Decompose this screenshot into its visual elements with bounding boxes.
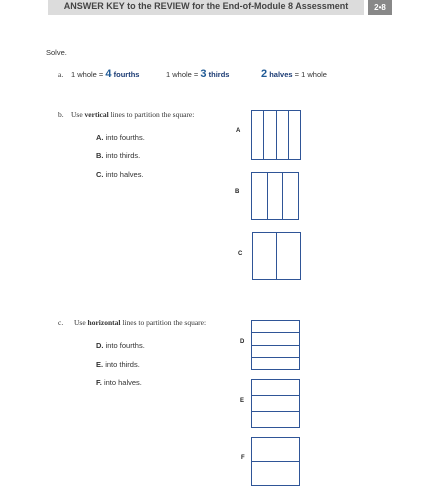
part-b-item-c-letter: C. bbox=[96, 170, 104, 179]
part-a-item-3-num: 2 bbox=[261, 68, 268, 80]
part-a-letter: a. bbox=[58, 70, 64, 79]
square-b-part bbox=[268, 173, 284, 219]
square-a-part bbox=[264, 111, 276, 159]
part-a-item-1-num: 4 bbox=[105, 68, 112, 80]
square-e-label: E bbox=[240, 398, 245, 404]
part-c-prompt-bold: horizontal bbox=[87, 318, 121, 327]
part-c-item-f bbox=[96, 378, 142, 387]
part-c-prompt-post: lines to partition the square: bbox=[120, 318, 207, 327]
part-c-item-f-text: into halves. bbox=[103, 378, 142, 387]
part-b-item-b-letter: B. bbox=[96, 151, 104, 160]
instruction: Solve. bbox=[46, 48, 67, 57]
part-a-item-3-post: = 1 whole bbox=[292, 70, 327, 79]
square-c-part bbox=[253, 233, 277, 279]
part-c-letter: c. bbox=[58, 318, 64, 327]
part-b-prompt-bold: vertical bbox=[84, 110, 109, 119]
square-b-part bbox=[252, 173, 268, 219]
part-c-prompt bbox=[74, 318, 206, 327]
square-f-part bbox=[252, 462, 299, 485]
square-f-halves bbox=[251, 437, 300, 486]
part-a-item-1-pre: 1 whole = bbox=[71, 70, 106, 79]
part-b-item-b bbox=[96, 151, 140, 160]
square-a-fourths bbox=[251, 110, 301, 160]
part-b-item-b-text: into thirds. bbox=[105, 151, 141, 160]
square-e-part bbox=[252, 396, 299, 412]
part-a-item-1-unit: fourths bbox=[113, 70, 140, 79]
part-a-item-1 bbox=[71, 68, 139, 80]
square-b-part bbox=[283, 173, 298, 219]
part-c-item-d-letter: D. bbox=[96, 341, 104, 350]
part-c-item-d-text: into fourths. bbox=[105, 341, 145, 350]
part-b-item-a-text: into fourths. bbox=[105, 133, 145, 142]
part-b-item-a-letter: A. bbox=[96, 133, 104, 142]
part-c-item-e-text: into thirds. bbox=[105, 360, 140, 369]
square-d-part bbox=[252, 358, 299, 369]
square-b-label: B bbox=[235, 189, 240, 195]
square-b-thirds bbox=[251, 172, 299, 220]
square-c-label: C bbox=[238, 251, 243, 257]
square-d-part bbox=[252, 346, 299, 358]
square-c-part bbox=[277, 233, 300, 279]
part-c-item-f-letter: F. bbox=[96, 378, 102, 387]
part-a-item-3 bbox=[261, 68, 327, 80]
part-a-item-2-pre: 1 whole = bbox=[166, 70, 201, 79]
part-b-prompt-pre: Use bbox=[71, 110, 85, 119]
part-b-prompt-post: lines to partition the square: bbox=[108, 110, 195, 119]
page-title: ANSWER KEY to the REVIEW for the End-of-Module 8 Assessment bbox=[63, 1, 349, 11]
part-c-prompt-pre: Use bbox=[74, 318, 88, 327]
part-c-item-e bbox=[96, 360, 140, 369]
part-b-item-a bbox=[96, 133, 145, 142]
square-d-label: D bbox=[240, 339, 245, 345]
part-a-item-2-unit: thirds bbox=[208, 70, 230, 79]
square-d-part bbox=[252, 321, 299, 333]
part-a-item-3-unit: halves bbox=[269, 70, 293, 79]
part-c-item-d bbox=[96, 341, 145, 350]
square-a-part bbox=[289, 111, 300, 159]
square-e-part bbox=[252, 412, 299, 427]
part-b-item-c-text: into halves. bbox=[105, 170, 144, 179]
part-b-prompt bbox=[71, 110, 194, 119]
square-d-fourths bbox=[251, 320, 300, 370]
square-e-part bbox=[252, 380, 299, 396]
module-tag: 2•8 bbox=[368, 0, 392, 15]
square-a-label: A bbox=[236, 128, 241, 134]
square-c-halves bbox=[252, 232, 301, 280]
part-a-item-2 bbox=[166, 68, 229, 80]
square-a-part bbox=[252, 111, 264, 159]
part-b-item-c bbox=[96, 170, 144, 179]
square-f-part bbox=[252, 438, 299, 462]
square-a-part bbox=[277, 111, 289, 159]
part-c-item-e-letter: E. bbox=[96, 360, 104, 369]
square-d-part bbox=[252, 333, 299, 345]
part-b-letter: b. bbox=[58, 110, 64, 119]
square-f-label: F bbox=[241, 455, 245, 461]
part-a-item-2-num: 3 bbox=[200, 68, 207, 80]
square-e-thirds bbox=[251, 379, 300, 428]
